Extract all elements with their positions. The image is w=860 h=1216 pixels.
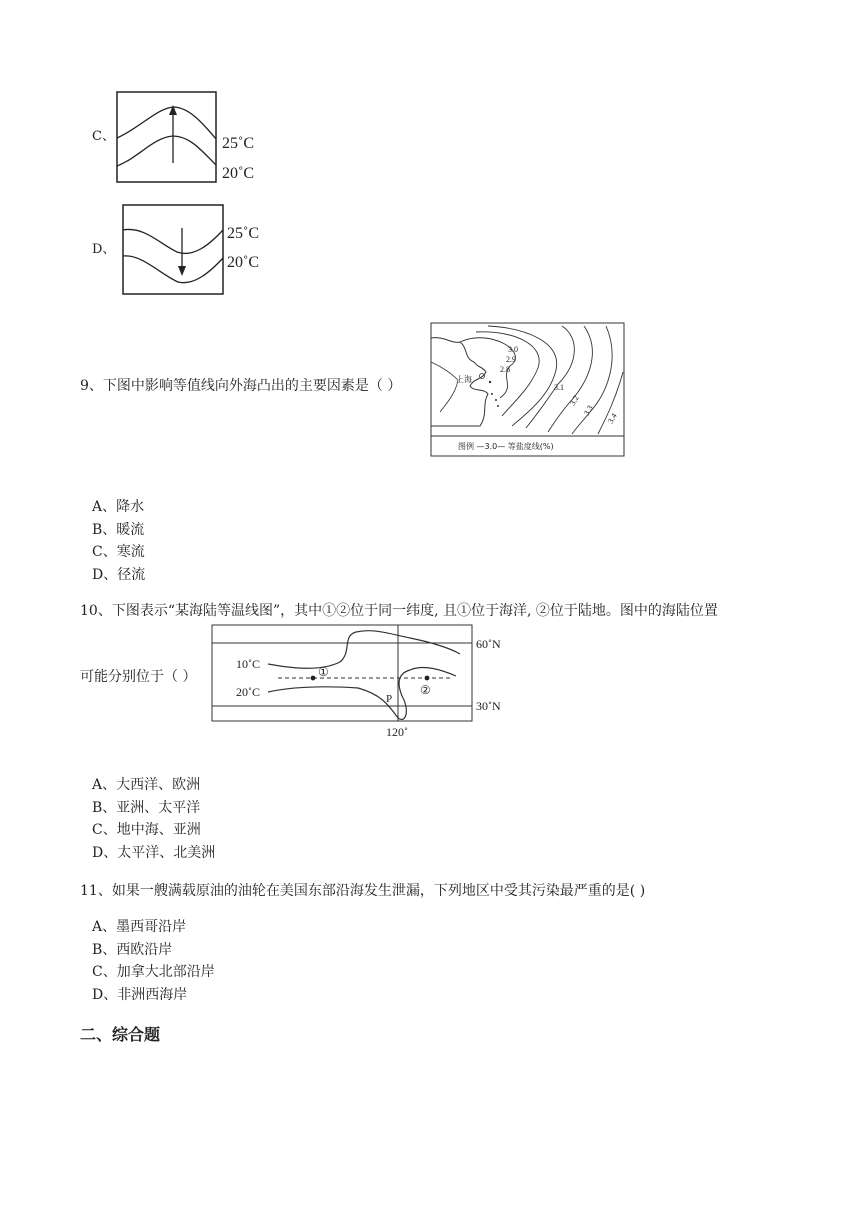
question-9-options [92, 496, 145, 586]
option-a: A、大西洋、欧洲 [92, 777, 201, 793]
latitude-label-60n: 60˚N [476, 637, 501, 651]
question-10-options [92, 774, 215, 864]
place-label-shanghai: 上海 [456, 375, 472, 384]
option-c-iso-25: 25˚C [222, 135, 254, 152]
option-b: B、亚洲、太平洋 [92, 799, 201, 816]
question-10-stem-cont: 可能分别位于（ ） [80, 669, 197, 685]
option-a: A、降水 [92, 499, 145, 515]
option-c: C、加拿大北部沿岸 [92, 964, 215, 980]
contour-label-2-9: 2.9 [506, 355, 516, 364]
option-d: D、太平洋、北美洲 [92, 844, 216, 861]
option-c-label: C、 [92, 129, 115, 144]
point-label-2: ② [420, 683, 431, 697]
contour-label-3-4: 3.4 [605, 411, 619, 425]
question-11-options [92, 916, 215, 1006]
option-d: D、径流 [92, 566, 146, 583]
question-11-stem: 11、如果一艘满载原油的油轮在美国东部沿海发生泄漏，下列地区中受其污染最严重的是( ) [80, 883, 646, 899]
section-heading: 二、综合题 [80, 1025, 161, 1044]
option-d-iso-25: 25˚C [227, 225, 259, 242]
latitude-label-30n: 30˚N [476, 699, 501, 713]
question-10-stem: 10、下图表示“某海陆等温线图”，其中①②位于同一纬度, 且①位于海洋, ②位于陆地。图中的海陆位置 [80, 603, 718, 619]
point-label-p: P [386, 693, 393, 705]
question-9-stem: 9、下图中影响等值线向外海凸出的主要因素是（ ） [80, 378, 402, 394]
contour-label-3-2: 3.2 [567, 393, 581, 407]
figure-legend: 图例 —3.0— 等盐度线(%) [458, 442, 554, 451]
salinity-map-figure [430, 322, 626, 458]
option-d-label: D、 [92, 242, 116, 257]
option-c-iso-20: 20˚C [222, 165, 254, 182]
contour-label-3-3: 3.3 [581, 403, 595, 417]
option-c: C、地中海、亚洲 [92, 822, 201, 838]
option-b: B、西欧沿岸 [92, 941, 173, 958]
option-d: D、非洲西海岸 [92, 986, 188, 1003]
isotherm-label-10c: 10˚C [236, 657, 260, 671]
isotherm-label-20c: 20˚C [236, 685, 260, 699]
option-b: B、暖流 [92, 521, 145, 538]
contour-label-2-8: 2.8 [500, 365, 510, 374]
isotherm-map-figure [210, 624, 510, 742]
contour-label-3-1: 3.1 [554, 383, 564, 392]
point-label-1: ① [318, 665, 329, 679]
option-d-iso-20: 20˚C [227, 254, 259, 271]
option-d-figure [122, 204, 272, 298]
contour-label-3-0: 3.0 [508, 345, 518, 354]
longitude-label-120: 120˚ [386, 725, 408, 739]
option-a: A、墨西哥沿岸 [92, 919, 187, 935]
option-c-figure [116, 91, 266, 185]
option-c: C、寒流 [92, 544, 145, 560]
